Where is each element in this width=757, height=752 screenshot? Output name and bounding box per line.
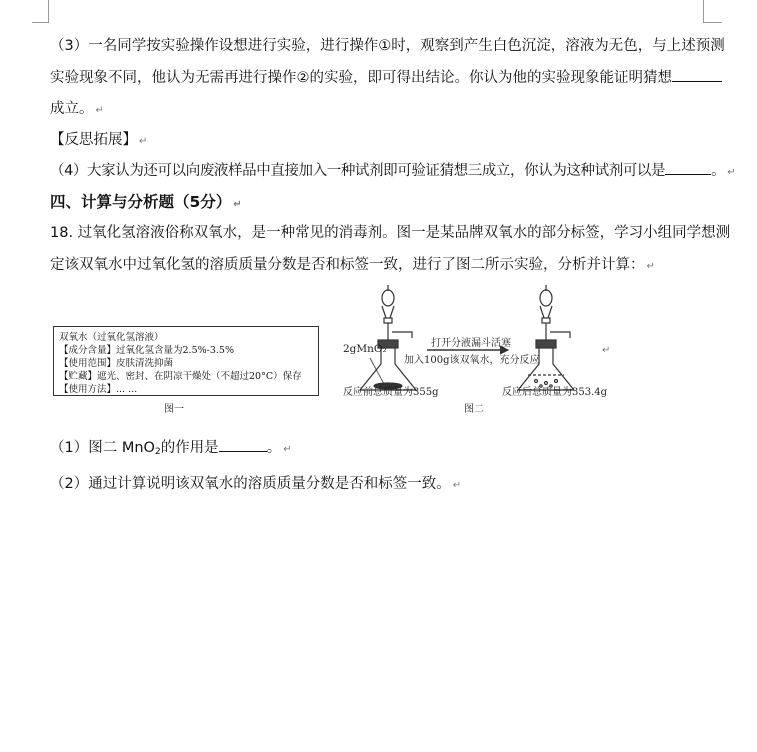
- arrow-label-bottom: 加入100g该双氧水，充分反应: [404, 355, 540, 366]
- q1-line: （1）图二 MnO$_2$的作用是 。 ↵: [50, 436, 292, 457]
- label-line-2: 【成分含量】过氧化氢含量为2.5%-3.5%: [59, 345, 234, 356]
- answer-blank-q1[interactable]: [219, 437, 267, 452]
- arrow-label-top: 打开分液漏斗活塞: [431, 338, 511, 349]
- label-line-5: 【使用方法】... ...: [59, 384, 138, 395]
- q2-line: （2）通过计算说明该双氧水的溶质质量分数是否和标签一致。 ↵: [50, 476, 462, 492]
- q3-line-1: （3）一名同学按实验操作设想进行实验，进行操作①时，观察到产生白色沉淀，溶液为无色，与上述预测: [50, 38, 725, 54]
- label-line-3: 【使用范围】皮肤清洗抑菌: [59, 358, 174, 369]
- figure1-label-box: [53, 326, 319, 396]
- q18-line-2: 定该双氧水中过氧化氢的溶质质量分数是否和标签一致，进行了图二所示实验，分析并计算： ↵: [50, 257, 655, 273]
- after-mass-label: 反应后总质量为353.4g: [502, 387, 608, 398]
- figure2-caption: 图二: [464, 404, 484, 415]
- label-line-1: 双氧水（过氧化氢溶液）: [59, 332, 164, 343]
- label-line-4: 【贮藏】遮光、密封、在阴凉干燥处（不超过20°C）保存: [59, 371, 302, 382]
- reflection-heading: 【反思拓展】 ↵: [50, 132, 148, 148]
- paragraph-mark: ↵: [95, 105, 104, 116]
- section-4-heading: 四、计算与分析题（5分） ↵: [50, 193, 242, 211]
- page-corner-mark-left: [32, 0, 49, 23]
- figure1-caption: 图一: [164, 404, 184, 415]
- answer-blank-q4[interactable]: [665, 160, 711, 175]
- before-mass-label: 反应前总质量为355g: [343, 387, 439, 398]
- mno2-label: 2gMnO₂: [343, 343, 387, 355]
- answer-blank-q3[interactable]: [672, 67, 722, 82]
- page-corner-mark-right: [703, 0, 722, 23]
- paragraph-mark: ↵: [602, 345, 611, 356]
- q18-line-1: 18. 过氧化氢溶液俗称双氧水，是一种常见的消毒剂。图一是某品牌双氧水的部分标签，学习小组同学想测: [50, 225, 731, 241]
- q4-line: （4）大家认为还可以向废液样品中直接加入一种试剂即可验证猜想三成立，你认为这种试剂可以是 。 ↵: [50, 159, 735, 180]
- q3-line-3: 成立。 ↵: [50, 101, 104, 117]
- q3-line-2: 实验现象不同，他认为无需再进行操作②的实验，即可得出结论。你认为他的实验现象能证明猜想: [50, 66, 722, 87]
